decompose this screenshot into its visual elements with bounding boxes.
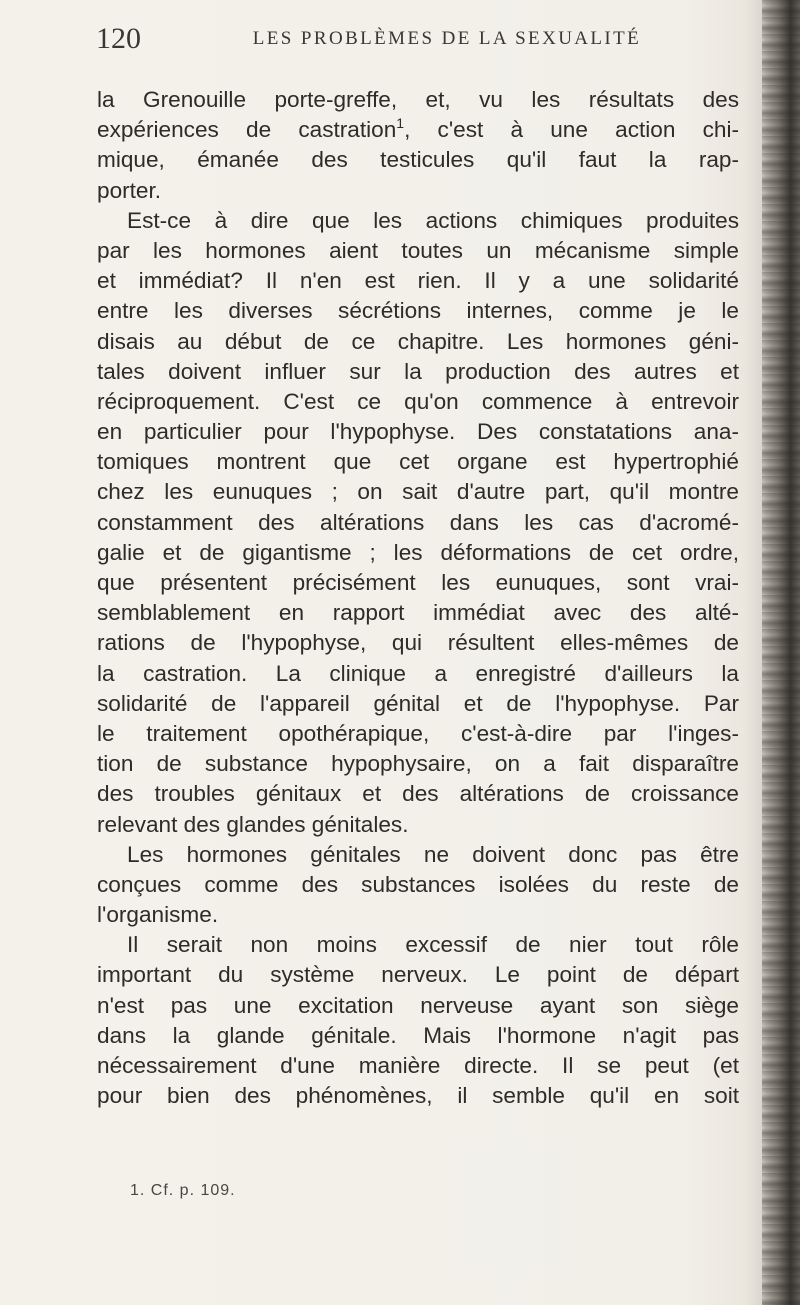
text-line: porter. bbox=[97, 177, 162, 203]
body-text bbox=[97, 85, 739, 1111]
text-line: tion de substance hypophysaire, on a fait disparaître bbox=[97, 751, 739, 777]
text-line: n'est pas une excitation nerveuse ayant son siège bbox=[97, 992, 739, 1018]
text-line: rations de l'hypophyse, qui résultent elles-mêmes de bbox=[97, 630, 739, 656]
text-line: galie et de gigantisme ; les déformations de cet ordre, bbox=[97, 539, 739, 565]
text-line: constamment des altérations dans les cas d'acromé- bbox=[97, 509, 739, 535]
text-line: Les hormones génitales ne doivent donc pas être bbox=[127, 841, 739, 867]
text-line: le traitement opothérapique, c'est-à-dire par l'inges- bbox=[97, 720, 739, 746]
text-line: Est-ce à dire que les actions chimiques produites bbox=[127, 207, 739, 233]
text-line: que présentent précisément les eunuques, sont vrai- bbox=[97, 570, 739, 595]
text-line: la Grenouille porte-greffe, et, vu les résultats des bbox=[97, 87, 739, 112]
text-line: chez les eunuques ; on sait d'autre part, qu'il montre bbox=[97, 479, 739, 505]
text-line bbox=[97, 115, 739, 145]
page-number: 120 bbox=[96, 22, 141, 55]
book-binding-edge bbox=[762, 0, 800, 1305]
text-line: tales doivent influer sur la production des autres et bbox=[97, 358, 739, 384]
text-line: réciproquement. C'est ce qu'on commence à entrevoir bbox=[97, 388, 739, 414]
running-title: LES PROBLÈMES DE LA SEXUALITÉ bbox=[252, 28, 642, 49]
text-segment: , c'est à une action chi- bbox=[404, 117, 740, 143]
text-line: disais au début de ce chapitre. Les hormones géni- bbox=[97, 328, 739, 354]
text-line: par les hormones aient toutes un mécanisme simple bbox=[97, 237, 739, 263]
text-line: mique, émanée des testicules qu'il faut la rap- bbox=[97, 147, 739, 173]
text-line: Il serait non moins excessif de nier tout rôle bbox=[127, 932, 739, 958]
text-line: dans la glande génitale. Mais l'hormone n'agit pas bbox=[97, 1022, 739, 1048]
text-line: en particulier pour l'hypophyse. Des constatations ana- bbox=[97, 419, 739, 445]
text-line: conçues comme des substances isolées du reste de bbox=[97, 871, 739, 897]
page-header bbox=[96, 22, 736, 62]
text-line: tomiques montrent que cet organe est hypertrophié bbox=[97, 449, 739, 475]
text-line: des troubles génitaux et des altérations de croissance bbox=[97, 781, 739, 807]
text-line: nécessairement d'une manière directe. Il se peut (et bbox=[97, 1053, 739, 1078]
text-line: la castration. La clinique a enregistré d'ailleurs la bbox=[97, 660, 739, 686]
footnote-reference: 1 bbox=[396, 115, 405, 132]
text-line: pour bien des phénomènes, il semble qu'il en soit bbox=[97, 1083, 739, 1109]
text-line: important du système nerveux. Le point de départ bbox=[97, 962, 739, 988]
text-line: solidarité de l'appareil génital et de l'hypophyse. Par bbox=[97, 690, 739, 716]
text-line: semblablement en rapport immédiat avec des alté- bbox=[97, 600, 739, 626]
text-segment: expériences de castration bbox=[97, 117, 397, 143]
text-line: entre les diverses sécrétions internes, comme je le bbox=[97, 298, 739, 324]
text-line: et immédiat? Il n'en est rien. Il y a une solidarité bbox=[97, 268, 739, 294]
text-line: relevant des glandes génitales. bbox=[97, 811, 409, 837]
text-line: l'organisme. bbox=[97, 902, 219, 928]
footnote: 1. Cf. p. 109. bbox=[130, 1182, 236, 1199]
